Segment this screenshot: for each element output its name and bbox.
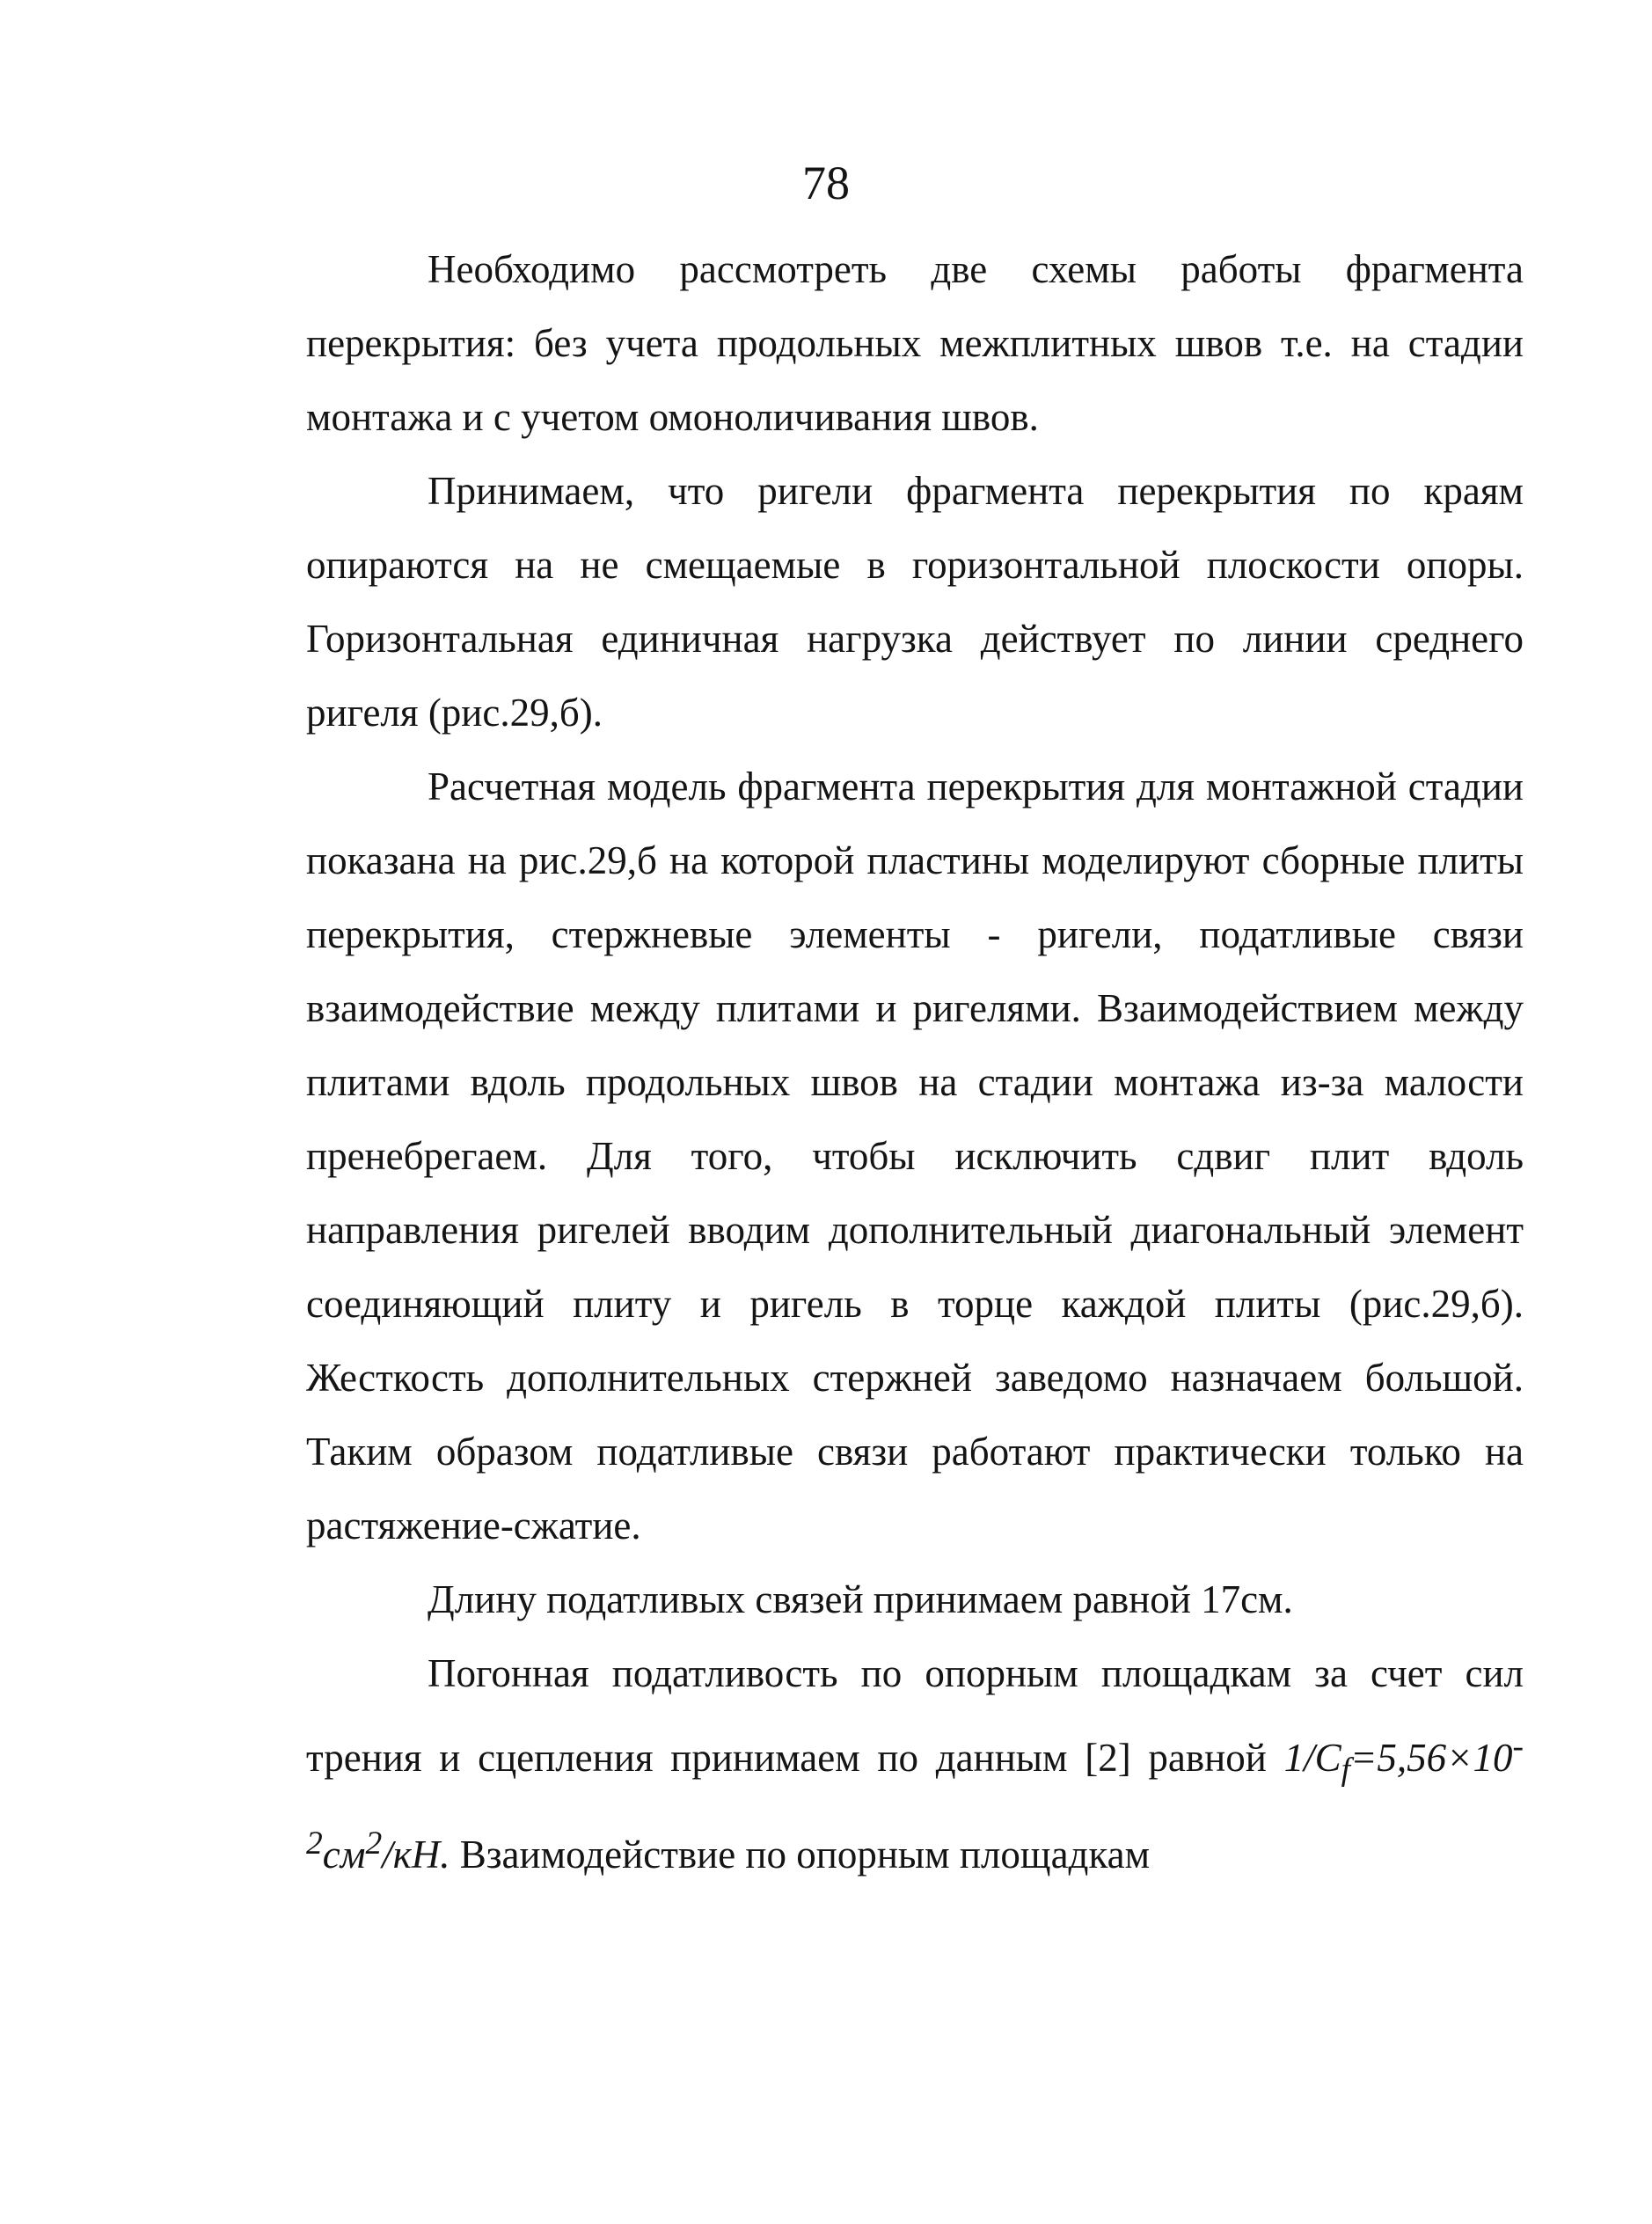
formula-unit-rest: /кН. (382, 1833, 450, 1876)
paragraph-3: Расчетная модель фрагмента перекрытия для монтажной стадии показана на рис.29,б на которой пластины моделируют сборные плиты перекрытия, стержневые элементы - ригели, податливые связи взаимодействие между плитами и ригелями. Взаимодействием между плитами вдоль продольных швов на стадии монтажа из-за малости пренебрегаем. Для того, чтобы исключить сдвиг плит вдоль направления ригелей вводим дополнительный диагональный элемент соединяющий плиту и ригель в торце каждой плиты (рис.29,б). Жесткость дополнительных стержней заведомо назначаем большой. Таким образом податливые связи работают практически только на растяжение-сжатие. (306, 764, 1524, 1547)
text-body (306, 232, 1524, 1891)
paragraph-5-text-after: Взаимодействие по опорным площадкам (459, 1833, 1151, 1876)
formula-subscript: f (1341, 1752, 1351, 1788)
paragraph-4: Длину податливых связей принимаем равной 17см. (428, 1577, 1293, 1621)
formula-exponent: -2 (306, 1729, 1524, 1862)
paragraph-5 (306, 1636, 1524, 1891)
paragraph-1: Необходимо рассмотреть две схемы работы фрагмента перекрытия: без учета продольных межплитных швов т.е. на стадии монтажа и с учетом омоноличивания швов. (306, 247, 1524, 439)
formula-unit: см (322, 1833, 366, 1876)
page-number: 78 (802, 157, 850, 209)
formula-value: =5,56×10 (1350, 1736, 1513, 1780)
formula-unit-exponent: 2 (365, 1825, 383, 1862)
paragraph-5-text-before: Погонная податливость по опорным площадкам за счет сил трения и сцепления принимаем по данным [2] равной (306, 1651, 1524, 1780)
formula-lhs: 1/C (1283, 1736, 1341, 1780)
paragraph-2: Принимаем, что ригели фрагмента перекрытия по краям опираются на не смещаемые в горизонтальной плоскости опоры. Горизонтальная единичная нагрузка действует по линии среднего ригеля (рис.29,б). (306, 469, 1524, 735)
